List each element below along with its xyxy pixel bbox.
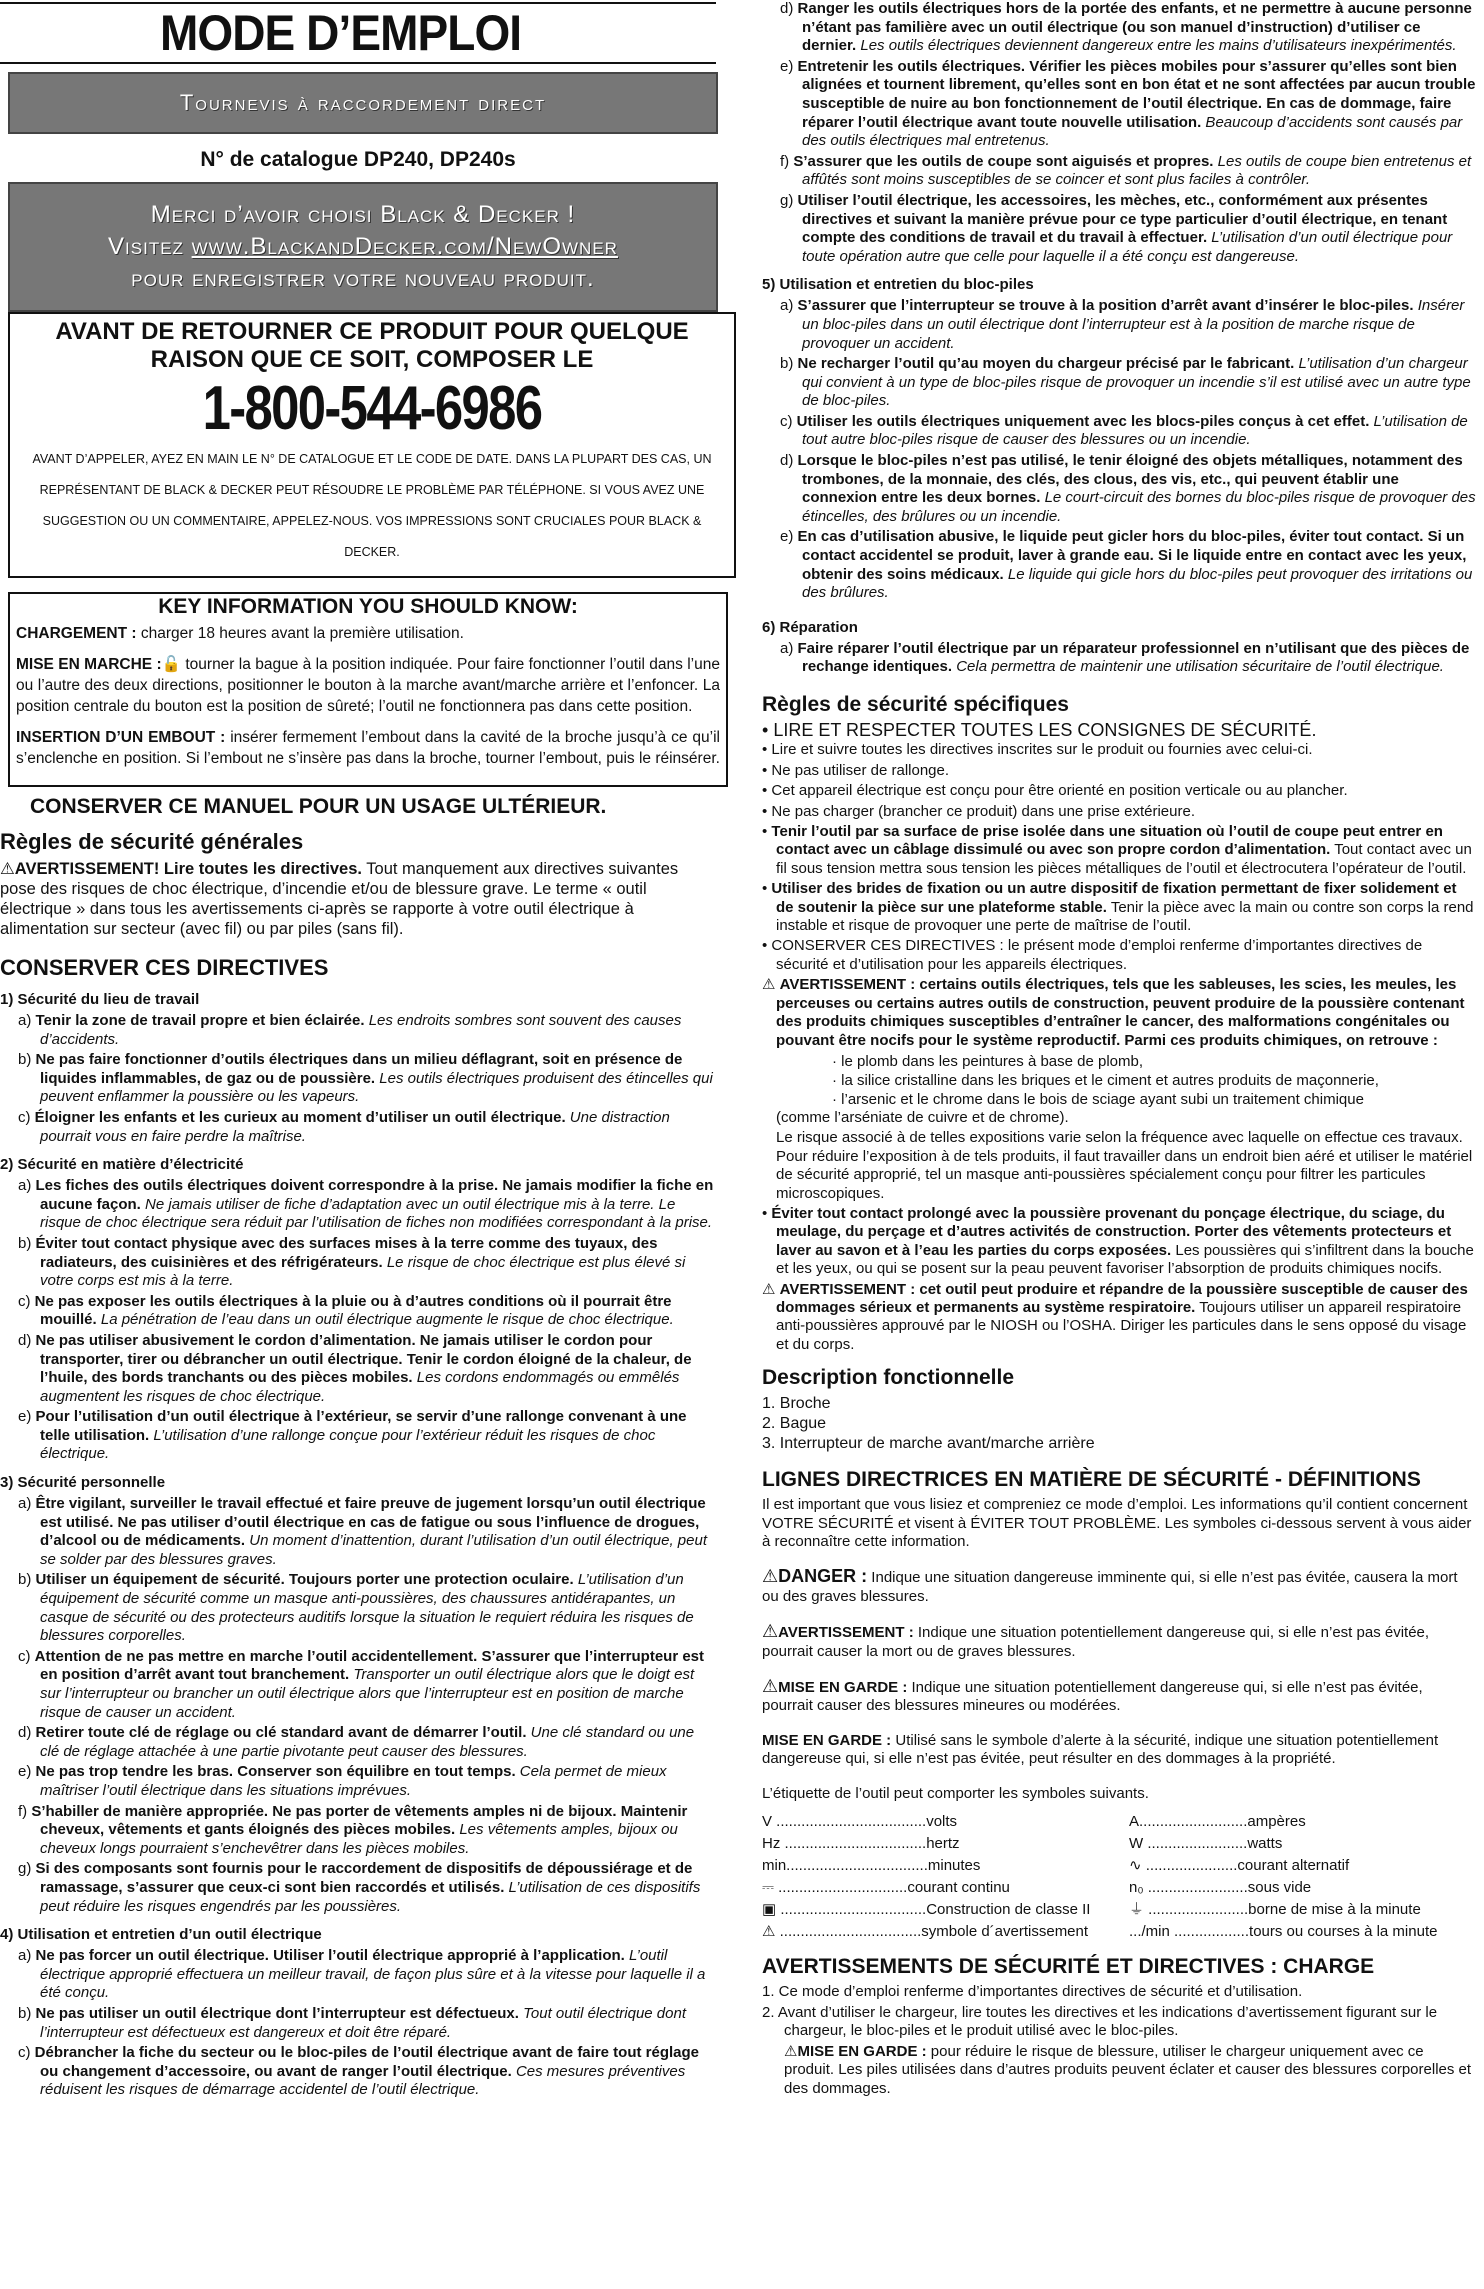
thanks-visit: Visitez (108, 233, 192, 260)
s1-c: c) Éloigner les enfants et les curieux au moment d’utiliser un outil électrique. Une distraction pourrait vous en faire perdre la maîtrise. (18, 1108, 670, 1145)
warning-icon: ⚠ (762, 1676, 779, 1697)
keep-manual: CONSERVER CE MANUEL POUR UN USAGE ULTÉRIEUR. (30, 795, 607, 818)
charge-label: CHARGEMENT : (16, 625, 137, 642)
s2-d: d) Ne pas utiliser abusivement le cordon d’alimentation. Ne jamais utiliser le cordon pour transporter, tirer ou débrancher un outil électrique. Tenir le cordon éloigné de la chaleur, de l’huile, des bords tranchants ou des pièces mobiles. Les cordons endommagés ou emmêlés augmentent les risques de choc électrique. (18, 1331, 692, 1405)
general-title: Règles de sécurité générales (0, 829, 304, 854)
s5-a: a) S’assurer que l’interrupteur se trouve à la position d’arrêt avant d’insérer le bloc-piles. Insérer un bloc-piles dans un outil électrique dont l’interrupteur est à la position de marche risque de provoquer un accident. (780, 297, 1465, 352)
warning-icon: ⚠ (784, 2042, 798, 2060)
s3-g: g) Si des composants sont fournis pour le raccordement de dispositifs de dépoussiérage et de ramassage, s’assurer que ceux-ci sont bien raccordés et utilisés. L’utilisation de ces dispositifs peut réduire les risques engendrés par les poussières. (18, 1860, 701, 1915)
charge-text: charger 18 heures avant la première utilisation. (136, 625, 464, 642)
s4-title: 4) Utilisation et entretien d’un outil électrique (0, 1926, 322, 1944)
s2-a: a) Les fiches des outils électriques doivent correspondre à la prise. Ne jamais modifier la fiche en aucune façon. Ne jamais utiliser de fiche d’adaptation avec un outil électrique mis à la terre. Le risque de choc électrique sera réduit par l’utilisation de fiches non modifiées correspondant à la prise. (18, 1177, 714, 1232)
catalog-number: N° de catalogue DP240, DP240s (200, 148, 516, 171)
symbol-row: ⏚ ........................borne de mise à la minute (1129, 1901, 1421, 1919)
register-link[interactable]: www.BlackandDecker.com/NewOwner (191, 233, 618, 260)
specific-b1: • LIRE ET RESPECTER TOUTES LES CONSIGNES DE SÉCURITÉ. (762, 720, 1317, 740)
thanks-line1: Merci d’avoir choisi Black & Decker ! (150, 201, 576, 228)
key-insert (16, 727, 720, 769)
warning-icon: ⚠ (0, 860, 15, 878)
s3-a: a) Être vigilant, surveiller le travail effectué et faire preuve de jugement lorsqu’un outil électrique est utilisé. Ne pas utiliser d’outil électrique en cas de fatigue ou sous l’influence de drogues, d’alcool ou de médicaments. Un moment d’inattention, durant l’utilisation d’un outil électrique, peut se solder par des blessures graves. (18, 1495, 708, 1568)
s3-title: 3) Sécurité personnelle (0, 1474, 166, 1492)
specific-w1-s2: · la silice cristalline dans les briques et le ciment et autres produits de maçonnerie, (832, 1071, 1379, 1089)
left-column (0, 0, 720, 2102)
symbol-row: Hz ..................................hertz (762, 1835, 960, 1853)
specific-title: Règles de sécurité spécifiques (762, 693, 1069, 716)
symbol-row: ⚠ ..................................symbole d´avertissement (762, 1923, 1089, 1941)
s3-c: c) Attention de ne pas mettre en marche l’outil accidentellement. S’assurer que l’interrupteur est en position d’arrêt avant tout branchement. Transporter un outil électrique alors que le doigt est sur l’interrupteur ou brancher un outil électrique alors que l’interrupteur est en position de marche risque de causer un accident. (18, 1647, 705, 1721)
symbol-row: V ....................................volts (762, 1813, 958, 1831)
specific-b2: • Lire et suivre toutes les directives inscrites sur le produit ou fournies avec celui-ci. (762, 741, 1313, 759)
key-charge (16, 623, 720, 644)
charge-title: AVERTISSEMENTS DE SÉCURITÉ ET DIRECTIVES : CHARGE (762, 1955, 1375, 1979)
s3-e: e) Ne pas trop tendre les bras. Conserver son équilibre en tout temps. Cela permet de mieux maîtriser l’outil électrique dans les situations imprévues. (18, 1763, 667, 1799)
s4-d: d) Ranger les outils électriques hors de la portée des enfants, et ne permettre à aucune personne n’étant pas familière avec un outil électrique (ou son manuel d’instruction) d’utiliser ce dernier. Les outils électriques deviennent dangereux entre les mains d’utilisateurs inexpérimentés. (780, 0, 1472, 55)
symbols-table (762, 1811, 1476, 1943)
s5-e: e) En cas d’utilisation abusive, le liquide peut gicler hors du bloc-piles, éviter tout contact. Si un contact accidentel se produit, laver à grande eau. Si le liquide entre en contact avec les yeux, obtenir des soins médicaux. Le liquide qui gicle hors du bloc-piles peut provoquer des irritations ou des brûlures. (780, 528, 1473, 602)
phone-number: 1-800-544-6986 (202, 374, 542, 443)
specific-w2: ⚠ AVERTISSEMENT : cet outil peut produire et répandre de la poussière susceptible de causer des dommages sérieux et permanents au système respiratoire. Toujours utiliser un appareil respiratoire anti-poussières approuvé par le NIOSH ou l’OSHA. Diriger les particules dans le sens opposé du visage et du corps. (762, 1280, 1468, 1353)
right-column (762, 0, 1476, 2100)
lock-icon: 🔓 (161, 656, 182, 673)
key-info-box (8, 592, 728, 787)
title-rule (0, 62, 716, 64)
s4-f: f) S’assurer que les outils de coupe sont aiguisés et propres. Les outils de coupe bien entretenus et affûtés sont moins susceptibles de se coincer et sont plus faciles à contrôler. (780, 152, 1472, 189)
def-danger: ⚠DANGER : Indique une situation dangereuse imminente qui, si elle n’est pas évitée, causera la mort ou des graves blessures. (762, 1566, 1458, 1605)
page-title: MODE D’EMPLOI (160, 5, 522, 61)
key-marche (16, 654, 720, 717)
s4-e: e) Entretenir les outils électriques. Vérifier les pièces mobiles pour s’assurer qu’elles sont bien alignées et tournent librement, qu’elles sont en bon état et ne sont affectées par aucun trouble susceptible de nuire au bon fonctionnement de l’outil électrique. En cas de dommage, faire réparer l’outil électrique avant toute nouvelle utilisation. Beaucoup d’accidents sont causés par des outils électriques mal entretenus. (780, 57, 1476, 150)
s2-e: e) Pour l’utilisation d’un outil électrique à l’extérieur, se servir d’une rallonge convenant à une telle utilisation. L’utilisation d’une rallonge conçue pour l’extérieur réduit les risques de choc électrique. (18, 1408, 687, 1463)
symbol-row: .../min ..................tours ou courses à la minute (1129, 1923, 1438, 1941)
general-warn-bold: AVERTISSEMENT! Lire toutes les directives. (14, 860, 362, 878)
description-item: 1. Broche (762, 1395, 831, 1413)
specific-b7: • Utiliser des brides de fixation ou un autre dispositif de fixation permettant de fixer solidement et de soutenir la pièce sur une plateforme stable. Tenir la pièce avec la main ou contre son corps la rend instable et risque de provoquer une perte de maîtrise de l’outil. (762, 880, 1474, 935)
s1-a: a) Tenir la zone de travail propre et bien éclairée. Les endroits sombres sont souvent des causes d’accidents. (18, 1012, 682, 1048)
description-item: 3. Interrupteur de marche avant/marche arrière (762, 1435, 1095, 1453)
s2-b: b) Éviter tout contact physique avec des surfaces mises à la terre comme des tuyaux, des radiateurs, des cuisinières et des réfrigérateurs. Le risque de choc électrique est plus élevé si votre corps est mis à la terre. (18, 1234, 686, 1290)
s5-b: b) Ne recharger l’outil qu’au moyen du chargeur précisé par le fabricant. L’utilisation d’un chargeur qui convient à un type de bloc-piles risque de provoquer un incendie s’il est utilisé avec un autre type de bloc-piles. (780, 355, 1471, 410)
s5-title: 5) Utilisation et entretien du bloc-piles (762, 276, 1034, 294)
description-title: Description fonctionnelle (762, 1366, 1015, 1390)
general-warning (0, 859, 716, 939)
specific-w1-s1: · le plomb dans les peintures à base de plomb, (832, 1052, 1144, 1070)
symbol-row: ▣ ...................................Construction de classe II (762, 1901, 1091, 1919)
symbol-row: min..................................minutes (762, 1857, 981, 1875)
s4-b: b) Ne pas utiliser un outil électrique dont l’interrupteur est défectueux. Tout outil électrique dont l’interrupteur est défectueux est dangereux et doit être réparé. (18, 2004, 686, 2041)
s6-a: a) Faire réparer l’outil électrique par un réparateur professionnel en n’utilisant que des pièces de rechange identiques. Cela permettra de maintenir une utilisation sécuritaire de l’outil électrique. (780, 639, 1470, 676)
specific-w1-text: Le risque associé à de telles expositions varie selon la fréquence avec laquelle on effectue ces travaux. Pour réduire l’exposition à de tels produits, il faut travailler dans un endroit bien aéré et utiliser le matériel de sécurité approprié, tel un masque anti-poussières spécialement conçu pour filtrer les particules microscopiques. (776, 1129, 1473, 1202)
symbol-row: n₀ ........................sous vide (1129, 1879, 1312, 1897)
specific-w1: ⚠ AVERTISSEMENT : certains outils électriques, tels que les sableuses, les scies, les meules, les perceuses ou certains autres outils de construction, peuvent produire de la poussière contenant des produits chimiques susceptibles d’entraîner le cancer, des malformations congénitales ou pouvant être nocifs pour le système reproductif. Parmi ces produits chimiques, on retrouve : (762, 976, 1465, 1049)
warning-icon: ⚠ (762, 1566, 779, 1587)
s3-d: d) Retirer toute clé de réglage ou clé standard avant de démarrer l’outil. Une clé standard ou une clé de réglage attachée à une partie pivotante peut causer des blessures. (18, 1724, 695, 1760)
symbol-row: ∿ ......................courant alternatif (1129, 1857, 1350, 1875)
s1-title: 1) Sécurité du lieu de travail (0, 991, 200, 1008)
insert-text: insérer fermement l’embout dans la cavité de la broche jusqu’à ce qu’il s’enclenche en position. Si l’embout ne s’insère pas dans la broche, tourner l’embout, puis le réinsérer. (16, 729, 720, 767)
s3-b: b) Utiliser un équipement de sécurité. Toujours porter une protection oculaire. L’utilisation d’un équipement de sécurité comme un masque anti-poussières, des chaussures antidérapantes, un casque de sécurité ou des protecteurs auditifs lorsque la situation le requiert réduira les risques de blessures corporelles. (18, 1571, 694, 1645)
keep-directives: CONSERVER CES DIRECTIVES (0, 955, 329, 980)
warning-icon: ⚠ (762, 1280, 776, 1298)
charge-item-2: 2. Avant d’utiliser le chargeur, lire toutes les directives et les indications d’avertissement figurant sur le chargeur, le bloc-piles et le produit utilisé avec le bloc-piles. (762, 2003, 1438, 2040)
specific-w1-s4: (comme l’arséniate de cuivre et de chrome). (776, 1108, 1069, 1126)
s4-c: c) Débrancher la fiche du secteur ou le bloc-piles de l’outil électrique avant de faire tout réglage ou changement d’accessoire, ou avant de ranger l’outil électrique. Ces mesures préventives réduisent les risques de démarrage accidentel de l’outil électrique. (18, 2044, 700, 2099)
specific-b8: • CONSERVER CES DIRECTIVES : le présent mode d’emploi renferme d’importantes directives de sécurité et d’utilisation pour les appareils électriques. (762, 937, 1423, 973)
s4-g: g) Utiliser l’outil électrique, les accessoires, les mèches, etc., conformément aux présentes directives et suivant la manière prévue pour ce type particulier d’outil électrique, en tenant compte des conditions de travail et du travail à effectuer. L’utilisation d’un outil électrique pour toute opération autre que celle pour laquelle il a été conçu est dangereuse. (780, 191, 1453, 265)
s2-title: 2) Sécurité en matière d’électricité (0, 1156, 244, 1174)
marche-text: tourner la bague à la position indiquée. Pour faire fonctionner l’outil dans l’une ou l’autre des deux directions, positionner le bouton à la marche avant/marche arrière et l’enfoncer. La position centrale du bouton est la position de sûreté; l’outil ne fonctionnera pas dans cette position. (16, 656, 720, 715)
s4-a: a) Ne pas forcer un outil électrique. Utiliser l’outil électrique approprié à l’application. L’outil électrique approprié effectuera un meilleur travail, de façon plus sûre et à la vitesse pour laquelle il a été conçu. (18, 1947, 706, 2002)
warning-icon: ⚠ (762, 976, 776, 994)
call-box (8, 312, 736, 578)
s2-c: c) Ne pas exposer les outils électriques à la pluie ou à d’autres conditions où il pourrait être mouillé. La pénétration de l’eau dans un outil électrique augmente le risque de choc électrique. (18, 1292, 674, 1329)
thanks-line2 (108, 231, 618, 263)
key-info-title: KEY INFORMATION YOU SHOULD KNOW: (158, 595, 578, 618)
warning-icon: ⚠ (762, 1621, 779, 1642)
definitions-title: LIGNES DIRECTRICES EN MATIÈRE DE SÉCURITÉ - DÉFINITIONS (762, 1468, 1421, 1492)
definitions-intro: Il est important que vous lisiez et compreniez ce mode d’emploi. Les informations qu’il contient concernent VOTRE SÉCURITÉ et visent à ÉVITER TOUT PROBLÈME. Les symboles ci-dessous servent à vous aider à reconnaître cette information. (762, 1496, 1472, 1550)
s3-f: f) S’habiller de manière appropriée. Ne pas porter de vêtements amples ni de bijoux. Maintenir cheveux, vêtements et gants éloignés des pièces mobiles. Les vêtements amples, bijoux ou cheveux longs pourraient s’enchevêtrer dans les pièces mobiles. (18, 1802, 688, 1857)
s6-title: 6) Réparation (762, 618, 858, 636)
s5-d: d) Lorsque le bloc-piles n’est pas utilisé, le tenir éloigné des objets métalliques, notamment des trombones, de la monnaie, des clés, des clous, des vis, etc., qui peuvent établir une connexion entre les deux bornes. Le court-circuit des bornes du bloc-piles risque de provoquer des étincelles, des brûlures ou un incendie. (780, 452, 1476, 525)
specific-b3: • Ne pas utiliser de rallonge. (762, 761, 950, 779)
thanks-line3: pour enregistrer votre nouveau produit. (131, 265, 595, 292)
marche-label: MISE EN MARCHE : (16, 656, 162, 673)
insert-label: INSERTION D’UN EMBOUT : (16, 729, 226, 746)
call-note: AVANT D’APPELER, AYEZ EN MAIN LE N° DE CATALOGUE ET LE CODE DE DATE. DANS LA PLUPART DES CAS, UN REPRÉSENTANT DE BLACK & DECKER PEUT RÉSOUDRE LE PROBLÈME PAR TÉLÉPHONE. SI VOUS AVEZ UNE SUGGESTION OU UN COMMENTAIRE, APPELEZ-NOUS. VOS IMPRESSIONS SONT CRUCIALES POUR BLACK & DECKER. (32, 452, 712, 559)
specific-b4: • Cet appareil électrique est conçu pour être orienté en position verticale ou au plancher. (762, 782, 1348, 800)
specific-w1-s3: · l’arsenic et le chrome dans le bois de sciage ayant subi un traitement chimique (832, 1090, 1364, 1108)
specific-b9: • Éviter tout contact prolongé avec la poussière provenant du ponçage électrique, du sciage, du meulage, du perçage et d’autres activités de construction. Porter des vêtements protecteurs et laver au savon et à l’eau les parties du corps exposées. Les poussières qui s’infiltrent dans la bouche et les yeux, ou qui se posent sur la peau peuvent favoriser l’absorption de produits chimiques nocifs. (762, 1204, 1474, 1278)
specific-b5: • Ne pas charger (brancher ce produit) dans une prise extérieure. (762, 802, 1195, 820)
label-intro: L’étiquette de l’outil peut comporter les symboles suivants. (762, 1784, 1149, 1802)
s5-c: c) Utiliser les outils électriques uniquement avec les blocs-piles conçus à cet effet. L’utilisation de tout autre bloc-piles risque de causer des blessures ou un incendie. (780, 412, 1468, 449)
product-band: Tournevis à raccordement direct (8, 72, 718, 134)
symbol-row: W ........................watts (1129, 1835, 1283, 1853)
specific-b6: • Tenir l’outil par sa surface de prise isolée dans une situation où l’outil de coupe peut entrer en contact avec un câblage dissimulé ou avec son propre cordon d’alimentation. Tout contact avec un fil sous tension mettra sous tension les pièces métalliques de l’outil et électrocutera l’opérateur de l’outil. (762, 823, 1472, 877)
general-warn-text: Tout manquement aux directives suivantes pose des risques de choc électrique, d’incendie et/ou de blessure grave. Le terme « outil électrique » dans tous les avertissements ci-après se rapporte à votre outil électrique à alimentation sur secteur (avec fil) ou par piles (sans fil). (0, 860, 679, 938)
charge-item-3: ⚠MISE EN GARDE : pour réduire le risque de blessure, utiliser le chargeur uniquement avec ce produit. Les piles utilisées dans d’autres produits peuvent éclater et causer des blessures corporelles et des dommages. (784, 2042, 1472, 2097)
call-heading: AVANT DE RETOURNER CE PRODUIT POUR QUELQUE RAISON QUE CE SOIT, COMPOSER LE (55, 318, 689, 373)
def-mise-en-garde-2: MISE EN GARDE : Utilisé sans le symbole d’alerte à la sécurité, indique une situation potentiellement dangereuse qui, si elle n’est pas évitée, peut résulter en des dommages à la propriété. (762, 1731, 1439, 1768)
symbol-row: ⎓ ...............................courant continu (762, 1879, 1010, 1897)
symbol-row: A..........................ampères (1129, 1813, 1306, 1831)
def-mise-en-garde: ⚠MISE EN GARDE : Indique une situation potentiellement dangereuse qui, si elle n’est pas évitée, pourrait causer des blessures mineures ou modérées. (762, 1676, 1423, 1715)
def-avertissement: ⚠AVERTISSEMENT : Indique une situation potentiellement dangereuse qui, si elle n’est pas évitée, pourrait causer la mort ou de graves blessures. (762, 1621, 1430, 1660)
charge-item-1: 1. Ce mode d’emploi renferme d’importantes directives de sécurité et d’utilisation. (762, 1983, 1303, 2001)
description-item: 2. Bague (762, 1415, 827, 1433)
s1-b: b) Ne pas faire fonctionner d’outils électriques dans un milieu déflagrant, soit en présence de liquides inflammables, de gaz ou de poussière. Les outils électriques produisent des étincelles qui peuvent enflammer la poussière ou les vapeurs. (18, 1051, 713, 1106)
thanks-banner (8, 182, 718, 312)
